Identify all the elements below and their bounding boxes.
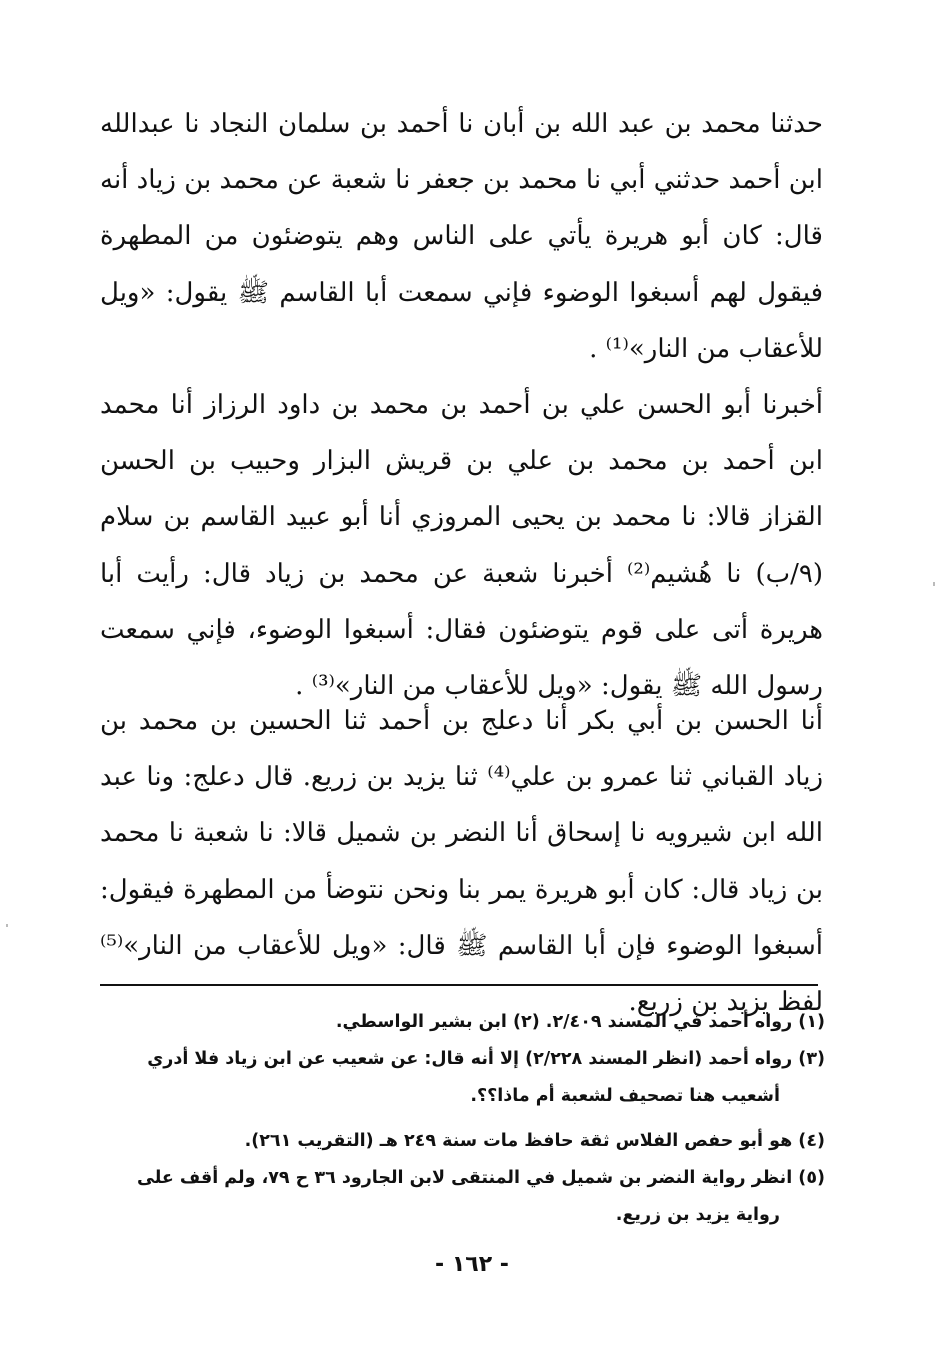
footnote-separator xyxy=(100,984,818,986)
scan-speck xyxy=(6,924,8,927)
footnote-3-continuation: أشعيب هنا تصحيف لشعبة أم ماذا؟؟. xyxy=(470,1086,780,1106)
paragraph-2: أخبرنا أبو الحسن علي بن أحمد بن محمد بن داود الرزاز أنا محمد ابن أحمد بن محمد بن علي بن قريش البزار وحبيب بن الحسن القزاز قالا: نا محمد بن يحيى المروزي أنا أبو عبيد القاسم بن سلام (٩/ب) نا هُشيم⁽²⁾ أخبرنا شعبة عن محمد بن زياد قال: رأيت أبا هريرة أتى على قوم يتوضئون فقال: أسبغوا الوضوء، فإني سمعت رسول الله ﷺ يقول: «ويل للأعقاب من النار»⁽³⁾ . xyxy=(100,390,823,702)
footnote-5-continuation: رواية يزيد بن زريع. xyxy=(615,1205,780,1225)
footnote-4: (٤) هو أبو حفص الفلاس ثقة حافظ مات سنة ٢٤٩ هـ (التقريب ٢٦١). xyxy=(244,1131,825,1151)
footnote-3: (٣) رواه أحمد (انظر المسند ٢/٢٢٨) إلا أنه قال: عن شعيب عن ابن زياد فلا أدري xyxy=(147,1049,825,1069)
paragraph-3: أنا الحسن بن أبي بكر أنا دعلج بن أحمد ثنا الحسين بن محمد بن زياد القباني ثنا عمرو بن علي⁽⁴⁾ ثنا يزيد بن زريع. قال دعلج: ونا عبد الله ابن شيرويه نا إسحاق أنا النضر بن شميل قالا: نا شعبة نا محمد بن زياد قال: كان أبو هريرة يمر بنا ونحن نتوضأ من المطهرة فيقول: أسبغوا الوضوء فإن أبا القاسم ﷺ قال: «ويل للأعقاب من النار»⁽⁵⁾ لفظ يزيد بن زريع. xyxy=(100,706,824,1018)
paragraph-1: حدثنا محمد بن عبد الله بن أبان نا أحمد بن سلمان النجاد نا عبدالله ابن أحمد حدثني أبي نا محمد بن جعفر نا شعبة عن محمد بن زياد أنه قال: كان أبو هريرة يأتي على الناس وهم يتوضئون من المطهرة فيقول لهم أسبغوا الوضوء فإني سمعت أبا القاسم ﷺ يقول: «ويل للأعقاب من النار»⁽¹⁾ . xyxy=(100,109,823,364)
footnote-5: (٥) انظر رواية النضر بن شميل في المنتقى لابن الجارود ٣٦ ح ٧٩، ولم أقف على xyxy=(137,1168,825,1188)
scan-speck xyxy=(933,582,935,586)
page-number: - ١٦٢ - xyxy=(435,1252,509,1277)
footnote-1-2: (١) رواه أحمد في المسند ٢/٤٠٩. (٢) ابن بشير الواسطي. xyxy=(335,1012,825,1032)
